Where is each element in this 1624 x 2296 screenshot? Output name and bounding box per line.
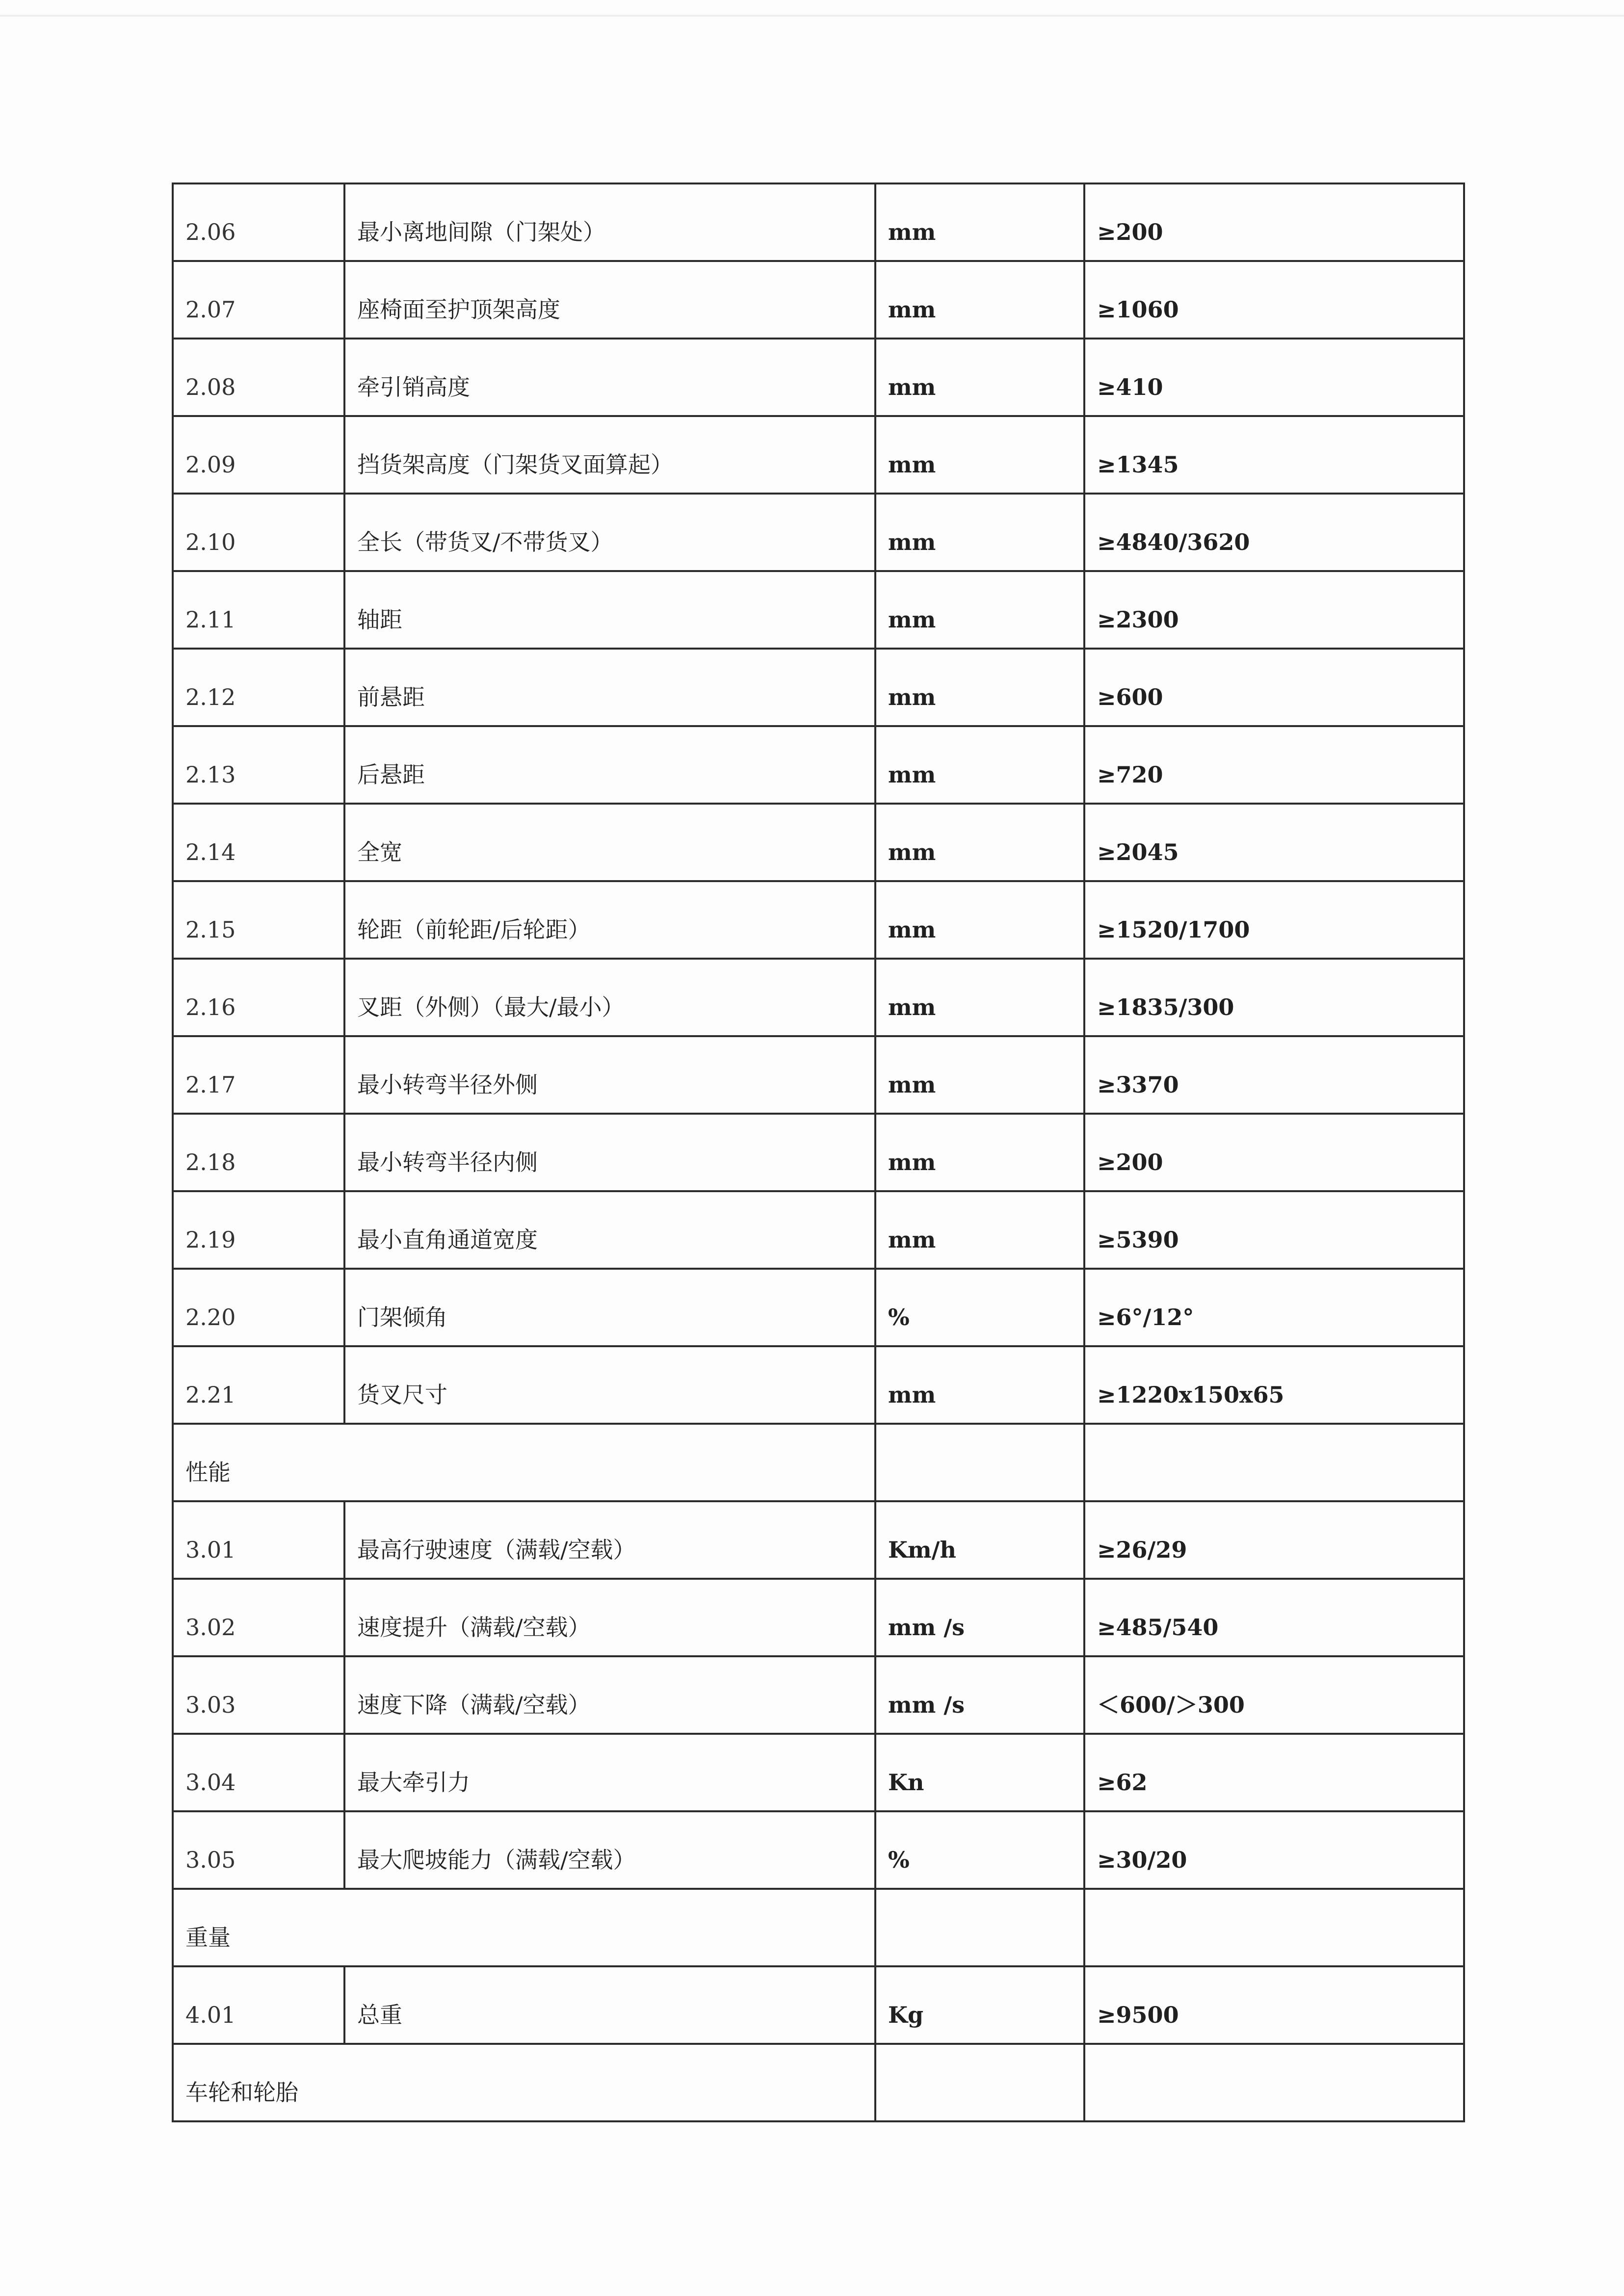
table-row	[173, 339, 1464, 416]
item-value-cell: ≥200	[1084, 1114, 1464, 1191]
item-value-cell: ≥1345	[1084, 416, 1464, 494]
empty-value-cell	[1084, 1424, 1464, 1501]
item-value-cell: ≥5390	[1084, 1191, 1464, 1269]
item-code-cell: 2.16	[173, 959, 344, 1036]
item-code-cell: 2.14	[173, 804, 344, 881]
item-unit-cell: mm	[875, 881, 1084, 959]
item-code-cell: 2.13	[173, 726, 344, 804]
item-name-cell: 后悬距	[344, 726, 875, 804]
item-code-cell: 2.15	[173, 881, 344, 959]
item-value-cell: ≥485/540	[1084, 1579, 1464, 1656]
table-row	[173, 1114, 1464, 1191]
item-code-cell: 2.10	[173, 494, 344, 571]
item-code-cell: 2.20	[173, 1269, 344, 1346]
item-name-cell: 速度下降（满载/空载）	[344, 1656, 875, 1734]
item-name-cell: 轴距	[344, 571, 875, 649]
table-row	[173, 1036, 1464, 1114]
item-unit-cell: mm	[875, 261, 1084, 339]
item-value-cell: ≥9500	[1084, 1966, 1464, 2044]
table-row	[173, 1734, 1464, 1811]
item-value-cell: ≥26/29	[1084, 1501, 1464, 1579]
item-value-cell: ≥30/20	[1084, 1811, 1464, 1889]
item-value-cell: ≥6°/12°	[1084, 1269, 1464, 1346]
item-unit-cell: mm	[875, 1114, 1084, 1191]
table-row	[173, 1811, 1464, 1889]
section-row	[173, 1424, 1464, 1501]
section-row	[173, 1889, 1464, 1966]
item-name-cell: 全长（带货叉/不带货叉）	[344, 494, 875, 571]
table-row	[173, 649, 1464, 726]
item-name-cell: 最小转弯半径内侧	[344, 1114, 875, 1191]
item-unit-cell: mm	[875, 649, 1084, 726]
table-row	[173, 1656, 1464, 1734]
item-unit-cell: mm	[875, 494, 1084, 571]
table-row	[173, 959, 1464, 1036]
item-code-cell: 2.12	[173, 649, 344, 726]
item-unit-cell: mm /s	[875, 1579, 1084, 1656]
item-value-cell: ≥1835/300	[1084, 959, 1464, 1036]
item-code-cell: 2.09	[173, 416, 344, 494]
item-code-cell: 2.21	[173, 1346, 344, 1424]
item-value-cell: ≥1060	[1084, 261, 1464, 339]
section-heading: 车轮和轮胎	[173, 2044, 875, 2121]
item-unit-cell: mm	[875, 959, 1084, 1036]
item-name-cell: 最小离地间隙（门架处）	[344, 183, 875, 261]
item-name-cell: 最大爬坡能力（满载/空载）	[344, 1811, 875, 1889]
item-name-cell: 速度提升（满载/空载）	[344, 1579, 875, 1656]
item-name-cell: 挡货架高度（门架货叉面算起）	[344, 416, 875, 494]
table-row	[173, 726, 1464, 804]
specification-table-body	[173, 183, 1464, 2121]
item-name-cell: 轮距（前轮距/后轮距）	[344, 881, 875, 959]
item-unit-cell: Km/h	[875, 1501, 1084, 1579]
table-row	[173, 1191, 1464, 1269]
item-name-cell: 最小直角通道宽度	[344, 1191, 875, 1269]
scan-top-edge	[0, 15, 1624, 17]
item-unit-cell: mm	[875, 1036, 1084, 1114]
empty-unit-cell	[875, 2044, 1084, 2121]
item-unit-cell: mm	[875, 1191, 1084, 1269]
item-code-cell: 2.08	[173, 339, 344, 416]
item-value-cell: ≥2045	[1084, 804, 1464, 881]
item-unit-cell: mm	[875, 804, 1084, 881]
item-code-cell: 3.04	[173, 1734, 344, 1811]
item-unit-cell: mm	[875, 339, 1084, 416]
table-row	[173, 183, 1464, 261]
table-row	[173, 261, 1464, 339]
item-value-cell: ≥3370	[1084, 1036, 1464, 1114]
table-row	[173, 804, 1464, 881]
item-unit-cell: Kg	[875, 1966, 1084, 2044]
item-name-cell: 座椅面至护顶架高度	[344, 261, 875, 339]
item-unit-cell: %	[875, 1269, 1084, 1346]
empty-unit-cell	[875, 1889, 1084, 1966]
item-value-cell: ≥1220x150x65	[1084, 1346, 1464, 1424]
item-code-cell: 4.01	[173, 1966, 344, 2044]
item-value-cell: ≥4840/3620	[1084, 494, 1464, 571]
item-value-cell: ≥2300	[1084, 571, 1464, 649]
item-unit-cell: %	[875, 1811, 1084, 1889]
item-code-cell: 3.05	[173, 1811, 344, 1889]
item-name-cell: 前悬距	[344, 649, 875, 726]
item-name-cell: 叉距（外侧）（最大/最小）	[344, 959, 875, 1036]
item-value-cell: ≥410	[1084, 339, 1464, 416]
section-heading: 重量	[173, 1889, 875, 1966]
table-row	[173, 416, 1464, 494]
section-heading: 性能	[173, 1424, 875, 1501]
item-code-cell: 2.19	[173, 1191, 344, 1269]
empty-unit-cell	[875, 1424, 1084, 1501]
item-unit-cell: mm	[875, 1346, 1084, 1424]
empty-value-cell	[1084, 2044, 1464, 2121]
item-unit-cell: mm /s	[875, 1656, 1084, 1734]
table-row	[173, 1579, 1464, 1656]
item-code-cell: 2.07	[173, 261, 344, 339]
table-row	[173, 1269, 1464, 1346]
item-value-cell: ≥62	[1084, 1734, 1464, 1811]
item-name-cell: 门架倾角	[344, 1269, 875, 1346]
item-name-cell: 最高行驶速度（满载/空载）	[344, 1501, 875, 1579]
item-name-cell: 全宽	[344, 804, 875, 881]
item-code-cell: 3.02	[173, 1579, 344, 1656]
specification-table	[172, 183, 1465, 2122]
table-row	[173, 1346, 1464, 1424]
table-row	[173, 571, 1464, 649]
empty-value-cell	[1084, 1889, 1464, 1966]
table-row	[173, 1501, 1464, 1579]
item-value-cell: ≥1520/1700	[1084, 881, 1464, 959]
item-value-cell: ＜600/＞300	[1084, 1656, 1464, 1734]
item-value-cell: ≥720	[1084, 726, 1464, 804]
item-code-cell: 2.06	[173, 183, 344, 261]
item-code-cell: 2.11	[173, 571, 344, 649]
item-unit-cell: mm	[875, 726, 1084, 804]
section-row	[173, 2044, 1464, 2121]
item-code-cell: 3.03	[173, 1656, 344, 1734]
item-code-cell: 2.17	[173, 1036, 344, 1114]
table-row	[173, 494, 1464, 571]
item-unit-cell: mm	[875, 416, 1084, 494]
item-value-cell: ≥200	[1084, 183, 1464, 261]
item-name-cell: 最小转弯半径外侧	[344, 1036, 875, 1114]
item-code-cell: 3.01	[173, 1501, 344, 1579]
item-name-cell: 货叉尺寸	[344, 1346, 875, 1424]
item-name-cell: 总重	[344, 1966, 875, 2044]
item-unit-cell: mm	[875, 571, 1084, 649]
item-unit-cell: Kn	[875, 1734, 1084, 1811]
item-value-cell: ≥600	[1084, 649, 1464, 726]
item-code-cell: 2.18	[173, 1114, 344, 1191]
item-name-cell: 最大牵引力	[344, 1734, 875, 1811]
item-name-cell: 牵引销高度	[344, 339, 875, 416]
table-row	[173, 881, 1464, 959]
item-unit-cell: mm	[875, 183, 1084, 261]
table-row	[173, 1966, 1464, 2044]
